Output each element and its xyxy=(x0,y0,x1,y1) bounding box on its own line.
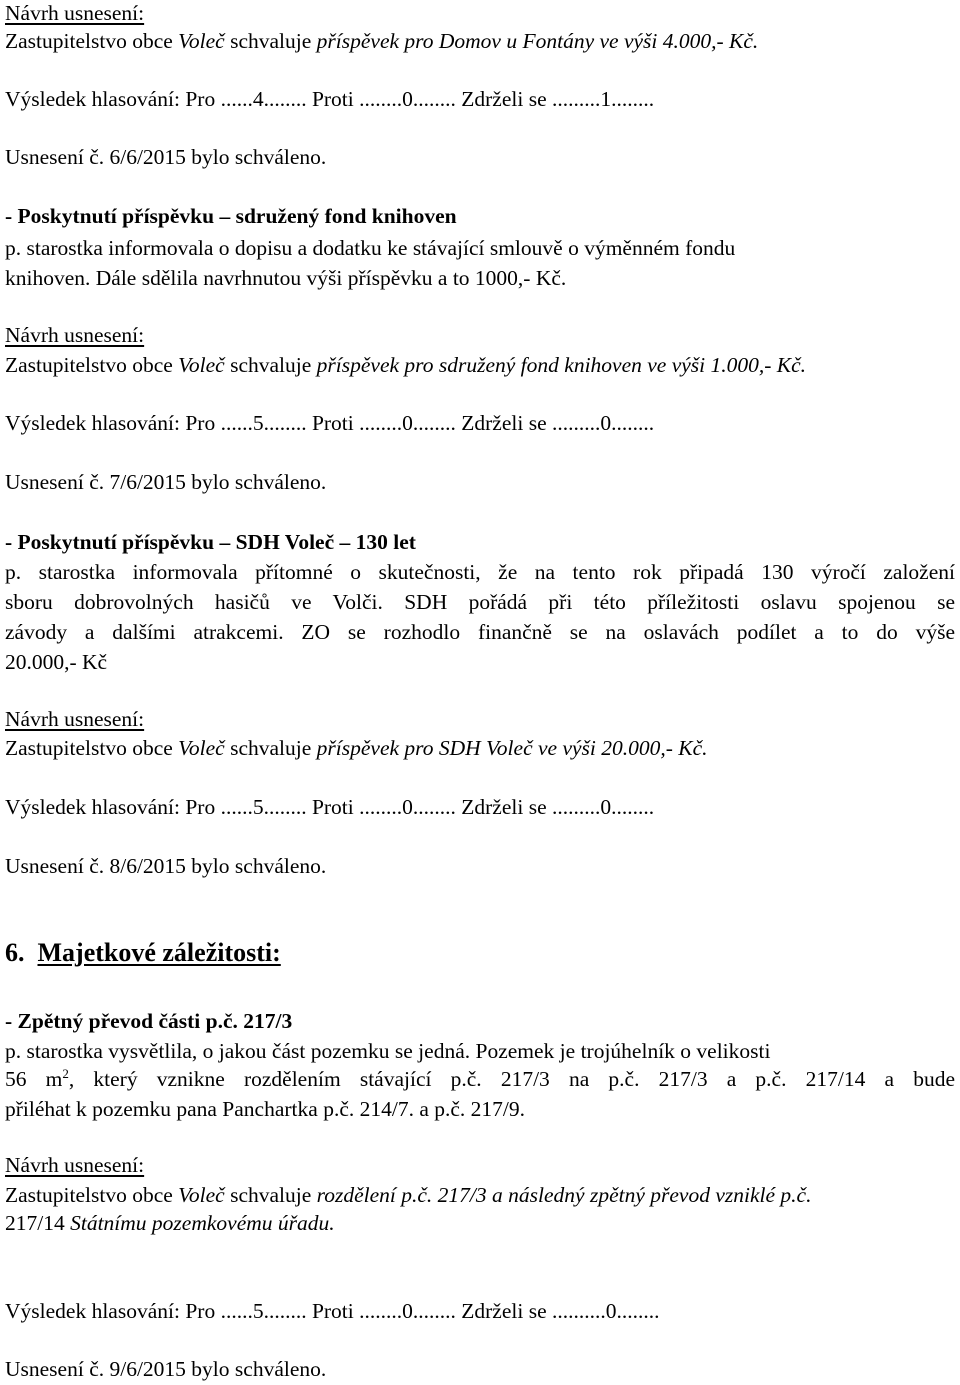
resolution-italic-part: příspěvek pro Domov u Fontány ve výši 4.000,- Kč. xyxy=(316,29,759,53)
resolution-italic-part: Voleč xyxy=(178,1183,225,1207)
resolution-result: Usnesení č. 7/6/2015 bylo schváleno. xyxy=(5,470,327,494)
resolution-italic-part: příspěvek pro sdružený fond knihoven ve výši 1.000,- Kč. xyxy=(316,353,807,377)
body-text-line: knihoven. Dále sdělila navrhnutou výši příspěvku a to 1000,- Kč. xyxy=(5,266,567,290)
body-text-line: sboru dobrovolných hasičů ve Volči. SDH pořádá při této příležitosti oslavu spojenou se xyxy=(5,590,955,614)
body-text-line: p. starostka vysvětlila, o jakou část pozemku se jedná. Pozemek je trojúhelník o velikosti xyxy=(5,1039,771,1063)
body-text-line: p. starostka informovala přítomné o skutečnosti, že na tento rok připadá 130 výročí založení xyxy=(5,560,955,584)
resolution-result: Usnesení č. 6/6/2015 bylo schváleno. xyxy=(5,145,327,169)
resolution-italic-part: Voleč xyxy=(178,29,225,53)
section-number: 6. xyxy=(5,938,25,967)
area-value: 56 m xyxy=(5,1067,63,1091)
navrh-usneseni-label: Návrh usnesení: xyxy=(5,1153,145,1177)
vote-result: Výsledek hlasování: Pro ......5........ Proti ........0........ Zdrželi se .........0........ xyxy=(5,795,655,819)
section-heading xyxy=(5,940,281,966)
resolution-result: Usnesení č. 9/6/2015 bylo schváleno. xyxy=(5,1357,327,1381)
body-text-line xyxy=(5,1066,955,1092)
resolution-part: Zastupitelstvo obce xyxy=(5,736,179,760)
section-title: Majetkové záležitosti: xyxy=(37,938,281,967)
resolution-text xyxy=(5,352,806,378)
vote-result: Výsledek hlasování: Pro ......5........ Proti ........0........ Zdrželi se .........0........ xyxy=(5,411,655,435)
resolution-italic-part: Státnímu pozemkovému úřadu. xyxy=(70,1211,335,1235)
vote-result: Výsledek hlasování: Pro ......4........ Proti ........0........ Zdrželi se .........1........ xyxy=(5,87,655,111)
body-text-line: přiléhat k pozemku pana Panchartka p.č. 214/7. a p.č. 217/9. xyxy=(5,1097,526,1121)
navrh-usneseni-label: Návrh usnesení: xyxy=(5,1,145,25)
resolution-part: schvaluje xyxy=(224,29,317,53)
body-text-part: , který vznikne rozdělením stávající p.č. 217/3 na p.č. 217/3 a p.č. 217/14 a bude xyxy=(68,1067,955,1091)
resolution-italic-part: rozdělení p.č. 217/3 a následný zpětný převod vzniklé p.č. xyxy=(316,1183,812,1207)
resolution-italic-part: příspěvek pro SDH Voleč ve výši 20.000,- Kč. xyxy=(316,736,708,760)
resolution-text xyxy=(5,1182,811,1208)
agenda-item-heading: - Zpětný převod části p.č. 217/3 xyxy=(5,1009,293,1033)
resolution-text xyxy=(5,735,708,761)
resolution-part: Zastupitelstvo obce xyxy=(5,353,179,377)
agenda-item-heading: - Poskytnutí příspěvku – SDH Voleč – 130 let xyxy=(5,530,416,554)
navrh-usneseni-label: Návrh usnesení: xyxy=(5,707,145,731)
resolution-part: 217/14 xyxy=(5,1211,71,1235)
body-text-line: p. starostka informovala o dopisu a dodatku ke stávající smlouvě o výměnném fondu xyxy=(5,236,736,260)
resolution-result: Usnesení č. 8/6/2015 bylo schváleno. xyxy=(5,854,327,878)
resolution-italic-part: Voleč xyxy=(178,353,225,377)
body-text-line: 20.000,- Kč xyxy=(5,650,108,674)
resolution-part: Zastupitelstvo obce xyxy=(5,1183,179,1207)
agenda-item-heading: - Poskytnutí příspěvku – sdružený fond knihoven xyxy=(5,204,457,228)
resolution-part: schvaluje xyxy=(224,1183,317,1207)
resolution-italic-part: Voleč xyxy=(178,736,225,760)
vote-result: Výsledek hlasování: Pro ......5........ Proti ........0........ Zdrželi se ..........0........ xyxy=(5,1299,660,1323)
navrh-usneseni-label: Návrh usnesení: xyxy=(5,323,145,347)
body-text-line: závody a dalšími atrakcemi. ZO se rozhodlo finančně se na oslavách podílet a to do výše xyxy=(5,620,955,644)
resolution-part: schvaluje xyxy=(224,736,317,760)
resolution-part: Zastupitelstvo obce xyxy=(5,29,179,53)
resolution-part: schvaluje xyxy=(224,353,317,377)
superscript: 2 xyxy=(62,1065,69,1081)
resolution-text-cont xyxy=(5,1210,335,1236)
resolution-text xyxy=(5,28,758,54)
